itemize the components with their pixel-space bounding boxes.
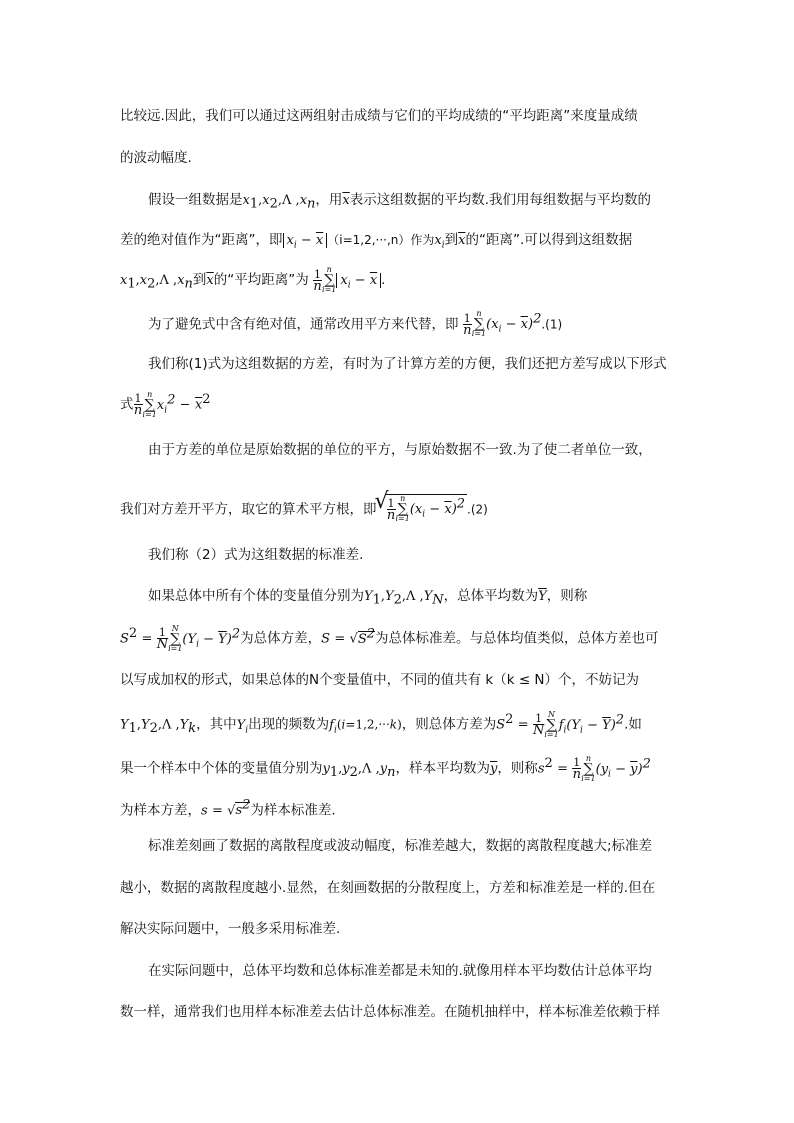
text-line: $S^2$ = $\frac{1}{N}$ N ∑ i=1 $(Y_i - \overline{Y})^2$为总体方差，$S = √S^2$为总体标准差。与总体均值类似，总体方差也可 bbox=[120, 623, 659, 653]
text-line: 数一样，通常我们也用样本标准差去估计总体标准差。在随机抽样中，样本标准差依赖于样 bbox=[120, 1004, 660, 1020]
text-line: 为样本方差，$s = √s^2$为样本标准差. bbox=[120, 798, 336, 819]
text-line: 越小，数据的离散程度越小.显然，在刻画数据的分散程度上，方差和标准差是一样的.但在 bbox=[120, 880, 656, 896]
text-line: 为了避免式中含有绝对值，通常改用平方来代替，即 $\frac{1}{n}$ n ∑ i=1 $(x_i - \overline{x})^2.(1)$ bbox=[148, 309, 563, 339]
text-line: 如果总体中所有个体的变量值分别为$Y_1,Y_2,\Lambda$ $,Y_N$，总体平均数为$\overline{Y}$，则称 bbox=[148, 588, 588, 608]
text-line: 差的绝对值作为“距离”，即 $x_i - \overline{x}$ （i=1,2,···,n）作为$x_i$到$\overline{x}$的“距离”.可以得到这组数据 bbox=[120, 232, 633, 251]
text-line: 比较远.因此，我们可以通过这两组射击成绩与它们的平均成绩的“平均距离”来度量成绩 bbox=[120, 108, 638, 124]
text-line: 由于方差的单位是原始数据的单位的平方，与原始数据不一致.为了使二者单位一致， bbox=[148, 442, 652, 458]
text-line: 我们称(1)式为这组数据的方差，有时为了计算方差的方便，我们还把方差写成以下形式 bbox=[148, 356, 667, 372]
text-line: 我们对方差开平方，取它的算术平方根，即 √ $\frac{1}{n}$ n ∑ i=1 $(x_i - \overline{x})^2$ .(2) bbox=[120, 494, 680, 525]
text-line: 在实际问题中，总体平均数和总体标准差都是未知的.就像用样本平均数估计总体平均 bbox=[148, 963, 652, 979]
text-line: 以写成加权的形式，如果总体的N个变量值中，不同的值共有 k（k ≤ N）个，不妨记为 bbox=[120, 672, 640, 688]
text-line: 果一个样本中个体的变量值分别为$y_1,y_2,\Lambda$ $,y_n$，样本平均数为$\overline{y}$，则称$s^2$ = $\frac{1}{n}$ n ∑ i=1 $(y_i - \overline{y})^2$ bbox=[120, 753, 651, 783]
text-line: 假设一组数据是$x_1,x_2,\Lambda$ $,x_n$，用$\overline{x}$表示这组数据的平均数.我们用每组数据与平均数的 bbox=[148, 192, 652, 212]
text-line: 式 $\frac{1}{n}$ n ∑ i=1 $x_i^2 - \overline{x}^2$ bbox=[120, 389, 211, 419]
text-line: 解决实际问题中，一般多采用标准差. bbox=[120, 921, 341, 937]
text-line: $Y_1,Y_2,\Lambda$ $,Y_k$，其中$Y_i$出现的频数为$f_i(i=1,2,\cdot\cdot\cdot k)$，则总体方差为$S^2$ = $\frac{1}{N}$ N ∑ i=1 $f_i(Y_i - \overline{Y})^2$.如 bbox=[120, 709, 642, 739]
text-line: $x_1,x_2,\Lambda$ $,x_n$到$\overline{x}$的“平均距离”为 $\frac{1}{n}$ n ∑ i=1 $x_i - \overline{x}$ . bbox=[120, 265, 386, 294]
text-line: 我们称（2）式为这组数据的标准差. bbox=[148, 547, 364, 563]
text-line: 的波动幅度. bbox=[120, 150, 192, 166]
text-line: 标准差刻画了数据的离散程度或波动幅度，标准差越大，数据的离散程度越大;标准差 bbox=[148, 838, 653, 854]
